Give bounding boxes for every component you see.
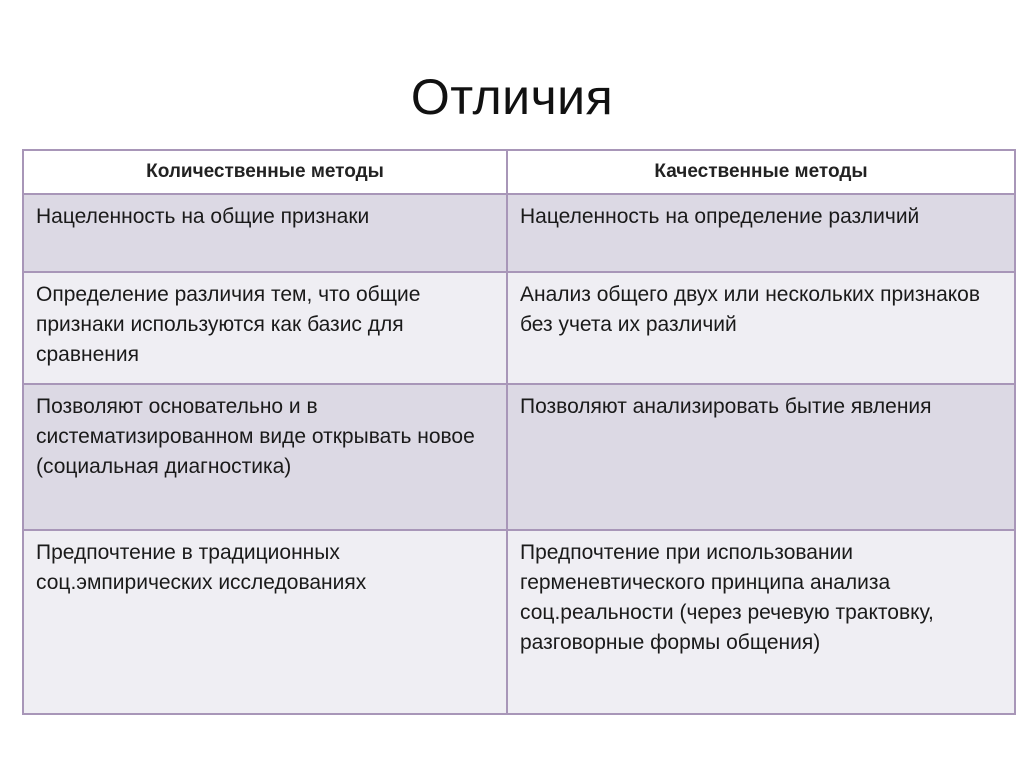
- table-cell: Определение различия тем, что общие признаки используются как базис для сравнения: [23, 272, 507, 384]
- table-row: [23, 530, 1015, 714]
- table-header-row: [23, 150, 1015, 194]
- table-cell: Позволяют основательно и в систематизированном виде открывать новое (социальная диагностика): [23, 384, 507, 530]
- comparison-table: [22, 149, 1016, 715]
- table-row: [23, 194, 1015, 272]
- table-cell: Предпочтение при использовании герменевтического принципа анализа соц.реальности (через речевую трактовку, разговорные формы общения): [507, 530, 1015, 714]
- header-quantitative-methods: Количественные методы: [23, 150, 507, 194]
- header-qualitative-methods: Качественные методы: [507, 150, 1015, 194]
- table-row: [23, 272, 1015, 384]
- table-cell: Предпочтение в традиционных соц.эмпирических исследованиях: [23, 530, 507, 714]
- table-cell: Нацеленность на общие признаки: [23, 194, 507, 272]
- table-cell: Анализ общего двух или нескольких признаков без учета их различий: [507, 272, 1015, 384]
- slide-title: Отличия: [410, 69, 614, 125]
- table-cell: Нацеленность на определение различий: [507, 194, 1015, 272]
- table-cell: Позволяют анализировать бытие явления: [507, 384, 1015, 530]
- table-row: [23, 384, 1015, 530]
